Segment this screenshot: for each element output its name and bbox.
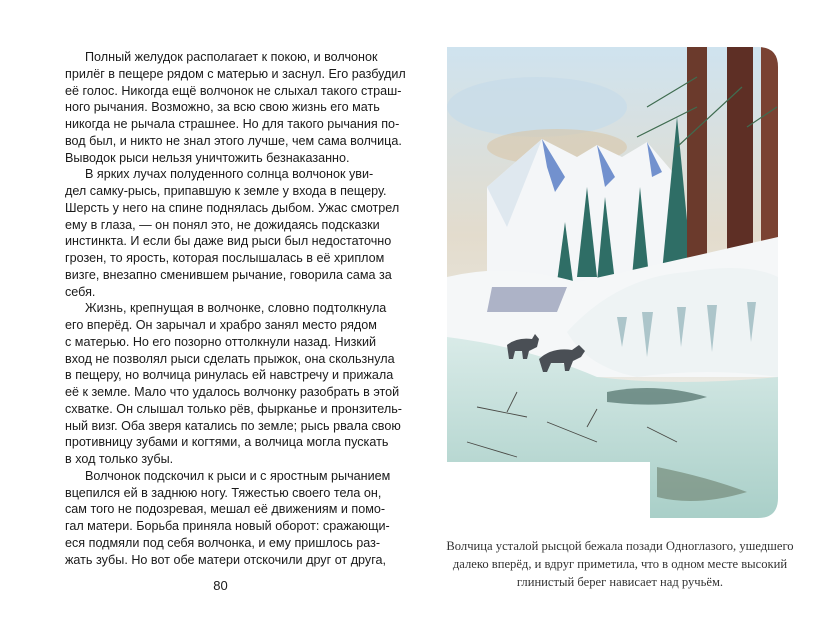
text-line: ный визг. Оба зверя катались по земле; рысь рвала свою bbox=[65, 418, 401, 433]
text-line: её к земле. Мало что удалось волчонку разобрать в этой bbox=[65, 385, 400, 399]
text-line: В ярких лучах полуденного солнца волчонок уви- bbox=[85, 167, 374, 182]
text-line: с матерью. Но его позорно оттолкнули назад. Низкий bbox=[65, 334, 377, 349]
text-line: ему в глаза, — он понял это, не дожидаясь подсказки bbox=[65, 217, 380, 232]
text-line: её голос. Никогда ещё волчонок не слыхал такого страш- bbox=[65, 83, 402, 98]
caption-line: глинистый берег нависает над ручьём. bbox=[516, 575, 724, 589]
text-line: жать зубы. Но вот обе матери отскочили друг от друга, bbox=[65, 552, 387, 567]
text-line: схватке. Он слышал только рёв, фырканье и пронзитель- bbox=[65, 401, 402, 416]
illustration-caption bbox=[440, 537, 800, 591]
text-line: Шерсть у него на спине поднялась дыбом. Ужас смотрел bbox=[65, 200, 400, 215]
text-line: ного рычания. Возможно, за всю свою жизнь его мать bbox=[65, 100, 380, 115]
text-line: гал матери. Борьба приняла новый оборот: сражающи- bbox=[65, 519, 390, 533]
text-line: Волчонок подскочил к рыси и с яростным рычанием bbox=[85, 468, 391, 483]
text-line: дел самку-рысь, припавшую к земле у входа в пещеру. bbox=[65, 184, 387, 198]
text-line: в пещеру, но волчица ринулась ей навстречу и прижала bbox=[65, 368, 394, 383]
page-number: 80 bbox=[213, 578, 228, 593]
text-line: в ход только зубы. bbox=[65, 452, 174, 466]
caption-line: Волчица усталой рысцой бежала позади Одноглазого, ушедшего bbox=[446, 539, 794, 553]
text-line: вход не позволял рыси сделать прыжок, она скользнула bbox=[65, 351, 395, 366]
text-line: вод был, и никто не знал этого лучше, чем сама волчица. bbox=[65, 133, 402, 148]
winter-forest-wolves-illustration bbox=[447, 47, 778, 518]
text-line: визге, внезапно сменившем рычание, говорила сама за bbox=[65, 267, 392, 282]
text-line: сам того не подозревая, мешал её движениям и помо- bbox=[65, 502, 386, 517]
caption-line: далеко вперёд, и вдруг приметила, что в одном месте высокий bbox=[452, 557, 788, 571]
left-page-text bbox=[65, 49, 406, 568]
text-line: вцепился ей в заднюю ногу. Тяжестью своего тела он, bbox=[65, 485, 382, 500]
text-line: грозен, то ярость, которая послышалась в её хриплом bbox=[65, 251, 385, 265]
text-line: инстинкта. И если бы даже вид рыси был недостаточно bbox=[65, 234, 392, 249]
text-line: никогда не рычала страшнее. Но для такого рычания по- bbox=[65, 117, 400, 131]
text-line: прилёг в пещере рядом с матерью и заснул. Его разбудил bbox=[65, 66, 406, 81]
text-line: Полный желудок располагает к покою, и волчонок bbox=[85, 50, 378, 64]
text-line: противницу зубами и когтями, а волчица могла пускать bbox=[65, 435, 389, 450]
text-line: еся подмяли под себя волчонка, и ему пришлось раз- bbox=[65, 535, 381, 550]
text-line: себя. bbox=[65, 284, 96, 299]
text-line: Жизнь, крепнущая в волчонке, словно подтолкнула bbox=[85, 301, 387, 316]
text-line: Выводок рыси нельзя уничтожить безнаказанно. bbox=[65, 150, 350, 165]
text-line: его вперёд. Он зарычал и храбро занял место рядом bbox=[65, 318, 377, 332]
